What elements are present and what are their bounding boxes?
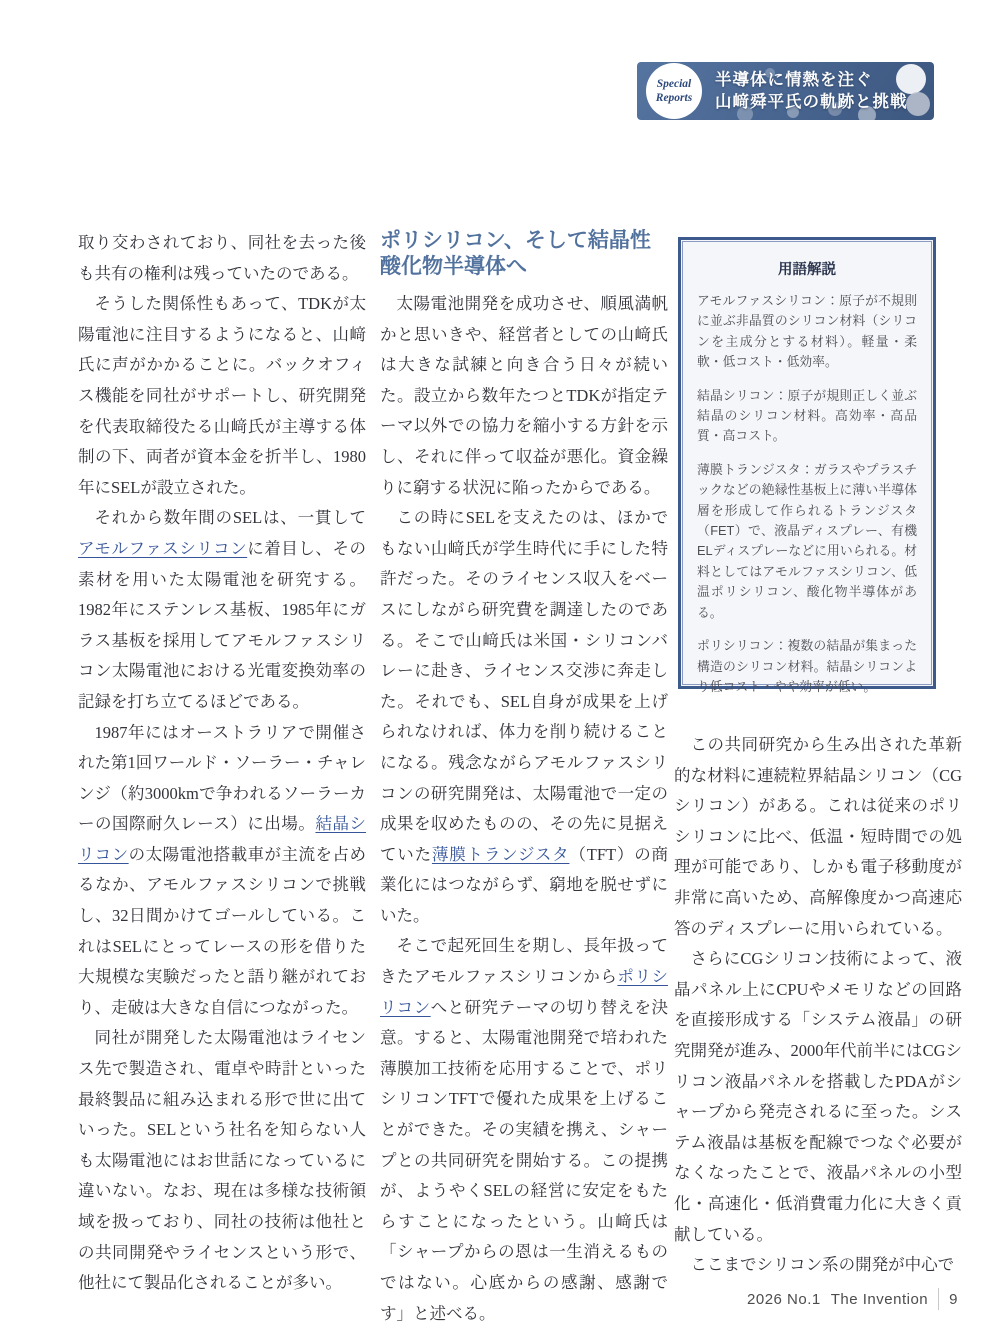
glossary-box	[678, 237, 936, 694]
glossary-entry: ポリシリコン：複数の結晶が集まった構造のシリコン材料。結晶シリコンより低コスト・やや効率が低い。	[697, 638, 917, 694]
paragraph	[78, 1023, 366, 1298]
text-segment: この時にSELを支えたのは、ほかでもない山﨑氏が学生時代に手にした特許だった。そのライセンス収入をベースにしながら研究費を調達したのである。そこで山﨑氏は米国・シリコンバレーに赴き、ライセンス交渉に奔走した。それでも、SEL自身が成果を上げられなければ、体力を削り続けることになる。残念ながらアモルファスシリコンの研究開発は、太陽電池で一定の成果を収めたものの、その先に見据えていた	[380, 508, 668, 864]
footer-separator	[938, 1288, 939, 1310]
inline-link[interactable]: 結晶シリコン	[78, 814, 366, 864]
text-segment: そうした関係性もあって、TDKが太陽電池に注目するようになると、山﨑氏に声がかかることに。バックオフィス機能を同社がサポートし、研究開発を代表取締役たる山﨑氏が主導する体制の下、両者が資本金を折半し、1980年にSELが設立された。	[78, 294, 366, 497]
text-segment: （TFT）の商業化にはつながらず、窮地を脱せずにいた。	[380, 844, 669, 925]
paragraph	[674, 730, 962, 944]
glossary-title: 用語解説	[778, 262, 836, 278]
paragraph	[78, 289, 366, 503]
paragraph	[674, 944, 962, 1250]
inline-link[interactable]: 薄膜トランジスタ	[431, 844, 570, 864]
inline-link[interactable]: ポリシリコン	[380, 967, 669, 1017]
banner-title-line2: 山﨑舜平氏の軌跡と挑戦	[715, 93, 908, 111]
text-segment: 太陽電池開発を成功させ、順風満帆かと思いきや、経営者としての山﨑氏は大きな試練と向き合う日々が続いた。設立から数年たつとTDKが指定テーマ以外での協力を縮小する方針を示し、それに伴って収益が悪化。資金繰りに窮する状況に陥ったからである。	[380, 294, 668, 497]
banner-title-line1: 半導体に情熱を注ぐ	[715, 71, 873, 89]
text-segment: へと研究テーマの切り替えを決意。すると、太陽電池開発で培われた薄膜加工技術を応用することで、ポリシリコンTFTで優れた成果を上げることができた。その実績を携え、シャープとの共同研究を開始する。この提携が、ようやくSELの経営に安定をもたらすことになったという。山﨑氏は「シャープからの恩は一生消えるものではない。心底からの感謝、感謝です」と述べる。	[380, 997, 669, 1323]
paragraph	[674, 1250, 962, 1281]
text-segment: の太陽電池搭載車が主流を占めるなか、アモルファスシリコンで挑戦し、32日間かけてゴールしている。これはSELにとってレースの形を借りた大規模な実験だったと語り継がれており、走破は大きな自信につながった。	[78, 844, 367, 1017]
text-segment: 1987年にはオーストラリアで開催された第1回ワールド・ソーラー・チャレンジ（約3000kmで争われるソーラーカーの国際耐久レース）に出場。	[78, 722, 366, 834]
special-reports-line2: Reports	[655, 92, 693, 104]
section-heading: ポリシリコン、そして結晶性酸化物半導体へ	[380, 229, 651, 278]
banner-title	[715, 69, 908, 113]
page-footer	[747, 1288, 958, 1310]
paragraph	[380, 503, 668, 931]
paragraph	[78, 503, 366, 717]
article-column-2	[380, 228, 668, 1329]
text-segment: に着目し、その素材を用いた太陽電池を研究する。1982年にステンレス基板、1985年にガラス基板を採用してアモルファスシリコン太陽電池における光電変換効率の記録を打ち立てるほどである。	[78, 538, 367, 711]
paragraph	[78, 228, 366, 289]
article-column-3	[674, 730, 962, 1281]
glossary-entry: 結晶シリコン：原子が規則正しく並ぶ結晶のシリコン材料。高効率・高品質・高コスト。	[697, 387, 917, 444]
text-segment: この共同研究から生み出された革新的な材料に連続粒界結晶シリコン（CGシリコン）がある。これは従来のポリシリコンに比べ、低温・短時間での処理が可能であり、しかも電子移動度が非常に高いため、高解像度かつ高速応答のディスプレーに用いられている。	[674, 735, 962, 938]
text-segment: 同社が開発した太陽電池はライセンス先で製造され、電卓や時計といった最終製品に組み込まれる形で世に出ていった。SELという社名を知らない人も太陽電池にはお世話になっているに違いない。なお、現在は多様な技術領域を扱っており、同社の技術は他社との共同開発やライセンスという形で、他社にて製品化されることが多い。	[78, 1028, 366, 1293]
text-segment: 取り交わされており、同社を去った後も共有の権利は残っていたのである。	[78, 233, 366, 283]
footer-page-number: 9	[949, 1290, 958, 1308]
decor-circle	[906, 92, 930, 116]
glossary-box-inner	[682, 241, 932, 694]
inline-link[interactable]: アモルファスシリコン	[78, 538, 248, 558]
text-segment: それから数年間のSELは、一貫して	[94, 508, 366, 528]
footer-magazine: The Invention	[830, 1290, 929, 1308]
footer-issue: 2026 No.1	[747, 1290, 821, 1308]
paragraph	[380, 289, 668, 503]
paragraph	[380, 931, 668, 1329]
glossary-entries	[697, 291, 917, 697]
text-segment: そこで起死回生を期し、長年扱ってきたアモルファスシリコンから	[380, 936, 668, 987]
special-reports-line1: Special	[656, 77, 692, 90]
special-reports-banner	[637, 62, 934, 120]
article-column-1	[78, 228, 366, 1299]
glossary-entry: アモルファスシリコン：原子が不規則に並ぶ非晶質のシリコン材料（シリコンを主成分とする材料）。軽量・柔軟・低コスト・低効率。	[697, 293, 917, 370]
text-segment: ここまでシリコン系の開発が中心で	[690, 1255, 955, 1275]
article-column-2-body	[380, 289, 668, 1329]
text-segment: さらにCGシリコン技術によって、液晶パネル上にCPUやメモリなどの回路を直接形成する「システム液晶」の研究開発が進み、2000年代前半にはCGシリコン液晶パネルを搭載したPDAがシャープから発売されるに至った。システム液晶は基板を配線でつなぐ必要がなくなったことで、液晶パネルの小型化・高速化・低消費電力化に大きく貢献している。	[674, 949, 962, 1244]
paragraph	[78, 718, 366, 1024]
special-reports-badge	[646, 63, 702, 119]
glossary-entry: 薄膜トランジスタ：ガラスやプラスチックなどの絶縁性基板上に薄い半導体層を形成して作られるトランジスタ（FET）で、液晶ディスプレー、有機ELディスプレーなどに用いられる。材料としてはアモルファスシリコン、低温ポリシリコン、酸化物半導体がある。	[697, 461, 917, 620]
